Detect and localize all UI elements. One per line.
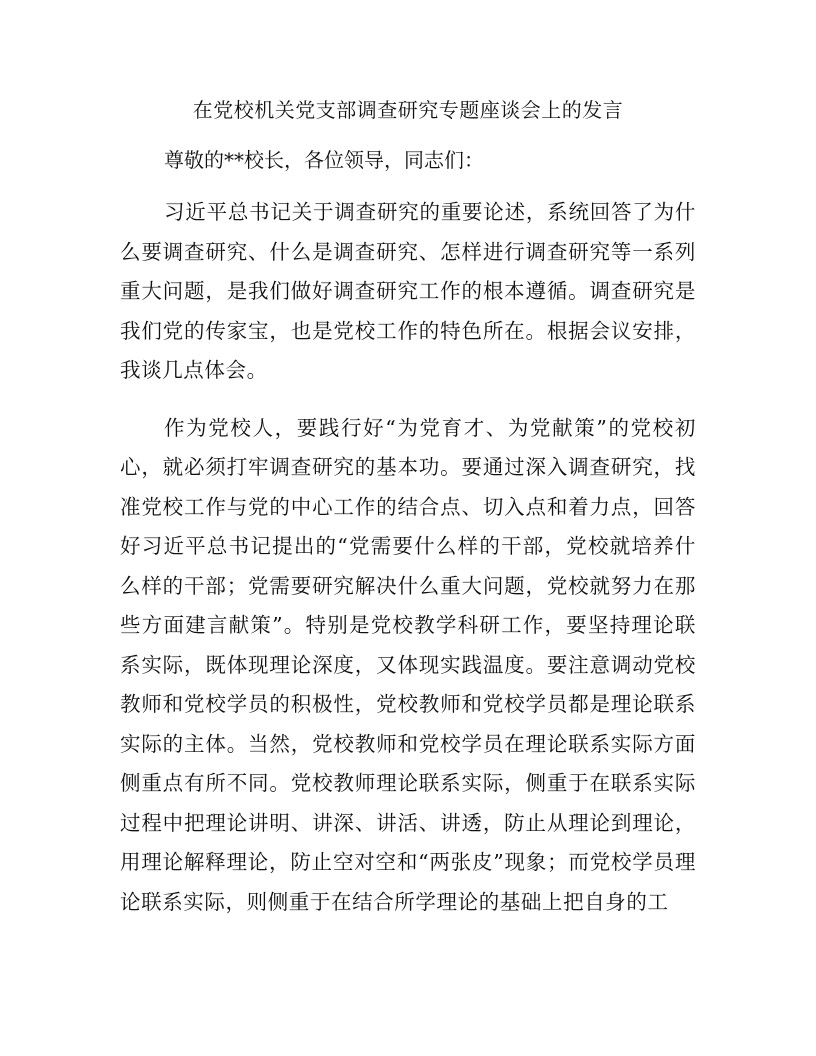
document-title: 在党校机关党支部调查研究专题座谈会上的发言 [192,98,624,122]
paragraph-1: 习近平总书记关于调查研究的重要论述，系统回答了为什么要调查研究、什么是调查研究、怎样进行调查研究等一系列重大问题，是我们做好调查研究工作的根本遵循。调查研究是我们党的传家宝，也是党校工作的特色所在。根据会议安排，我谈几点体会。 [120,200,696,382]
salutation: 尊敬的**校长，各位领导，同志们： [164,148,484,172]
paragraph-2: 作为党校人，要践行好“为党育才、为党献策”的党校初心，就必须打牢调查研究的基本功。要通过深入调查研究，找准党校工作与党的中心工作的结合点、切入点和着力点，回答好习近平总书记提出的“党需要什么样的干部，党校就培养什么样的干部；党需要研究解决什么重大问题，党校就努力在那些方面建言献策”。特别是党校教学科研工作，要坚持理论联系实际，既体现理论深度，又体现实践温度。要注意调动党校教师和党校学员的积极性，党校教师和党校学员都是理论联系实际的主体。当然，党校教师和党校学员在理论联系实际方面侧重点有所不同。党校教师理论联系实际，侧重于在联系实际过程中把理论讲明、讲深、讲活、讲透，防止从理论到理论，用理论解释理论，防止空对空和“两张皮”现象；而党校学员理论联系实际，则侧重于在结合所学理论的基础上把自身的工 [120,415,696,914]
